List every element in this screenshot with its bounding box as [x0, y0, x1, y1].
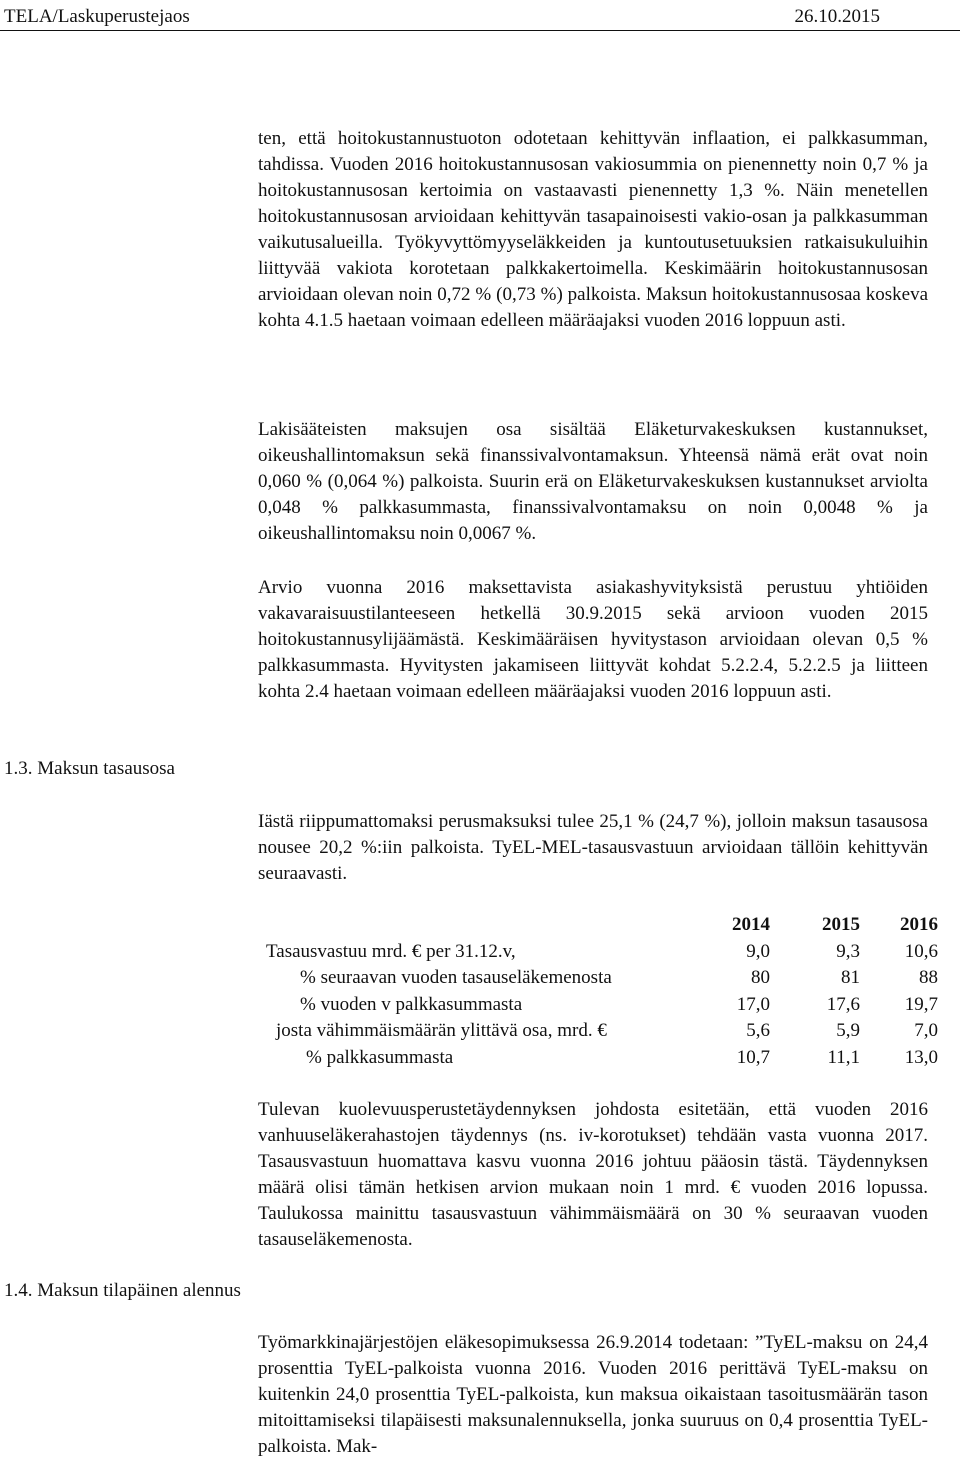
table-row [258, 992, 938, 1019]
table-cell: 9,0 [746, 940, 770, 962]
table-row-label: % seuraavan vuoden tasauseläkemenosta [300, 967, 612, 988]
table-header-row [258, 912, 938, 939]
header-date: 26.10.2015 [794, 6, 880, 27]
table-cell: 10,6 [904, 940, 938, 962]
table-cell: 5,6 [746, 1020, 770, 1041]
table-row [258, 1045, 938, 1072]
section-heading-tilapainen-alennus: 1.4. Maksun tilapäinen alennus [4, 1280, 241, 1301]
table-row [258, 1018, 938, 1045]
paragraph-kuolevuusperuste: Tulevan kuolevuusperustetäydennyksen johdosta esitetään, että vuoden 2016 vanhuuseläkerahastojen täydennys (ns. iv-korotukset) tehdään vasta vuonna 2017. Tasausvastuun huomattava kasvu vuonna 2016 johtuu pääosin tästä. Täydennyksen määrä olisi tämän hetkisen arvion mukaan noin 1 mrd. € vuoden 2016 lopussa. Taulukossa mainittu tasausvastuun vähimmäismäärä on 30 % seuraavan vuoden tasauseläkemenosta. [258, 1099, 928, 1250]
table-cell: 5,9 [836, 1020, 860, 1041]
tasausvastuu-table [258, 912, 938, 1071]
section-heading-tasausosa: 1.3. Maksun tasausosa [4, 758, 175, 779]
paragraph-lakisaateiset-maksut: Lakisääteisten maksujen osa sisältää Eläketurvakeskuksen kustannukset, oikeushallintomaksun sekä finanssivalvontamaksun. Yhteensä nämä erät ovat noin 0,060 % (0,064 %) palkoista. Suurin erä on Eläketurvakeskuksen kustannukset arviolta 0,048 % palkkasummasta, finanssivalvontamaksu on noin 0,0048 % ja oikeushallintomaksu noin 0,0067 %. [258, 419, 928, 544]
table-row [258, 939, 938, 966]
paragraph-hoitokustannusosa: ten, että hoitokustannustuoton odotetaan kehittyvän inflaation, ei palkkasumman, tahdissa. Vuoden 2016 hoitokustannusosan vakiosummia on pienennetty noin 0,7 % ja hoitokustannusosan kertoimia on vastaavasti pienennetty 1,3 %. Näin menetellen hoitokustannusosan arvioidaan kehittyvän tasapainoisesti vakio-osan ja palkkasumman vaikutusalueilla. Työkyvyttömyyseläkkeiden ja kuntoutusetuuksien ratkaisukuluihin liittyvää vakiota korotetaan palkkakertoimella. Keskimäärin hoitokustannusosan arvioidaan olevan noin 0,72 % (0,73 %) palkoista. Maksun hoitokustannusosaa koskeva kohta 4.1.5 haetaan voimaan edelleen määräajaksi vuoden 2016 loppuun asti. [258, 128, 928, 331]
table-cell: 88 [919, 967, 938, 988]
table-cell: 17,0 [736, 993, 770, 1015]
header-divider [0, 30, 960, 31]
page-header [0, 0, 960, 32]
table-header-empty [258, 912, 680, 939]
table-row-label: % palkkasummasta [306, 1046, 454, 1068]
table-header-year: 2014 [732, 914, 770, 935]
table-header-year: 2015 [822, 914, 860, 935]
table-cell: 17,6 [826, 993, 860, 1015]
paragraph-asiakashyvitykset: Arvio vuonna 2016 maksettavista asiakashyvityksistä perustuu yhtiöiden vakavaraisuustilanteeseen hetkellä 30.9.2015 sekä arvioon vuoden 2015 hoitokustannusylijäämästä. Keskimääräisen hyvitystason arvioidaan olevan 0,5 % palkkasummasta. Hyvitysten jakamiseen liittyvät kohdat 5.2.2.4, 5.2.2.5 ja liitteen kohta 2.4 haetaan voimaan edelleen määräajaksi vuoden 2016 loppuun asti. [258, 577, 928, 702]
table-cell: 81 [841, 967, 860, 988]
table-cell: 80 [751, 967, 770, 988]
table-cell: 19,7 [904, 993, 938, 1015]
table-row-label: josta vähimmäismäärän ylittävä osa, mrd. € [276, 1020, 607, 1041]
table-row [258, 965, 938, 992]
table-cell: 11,1 [827, 1046, 860, 1068]
table-cell: 13,0 [904, 1046, 938, 1068]
table-cell: 10,7 [736, 1046, 770, 1068]
paragraph-tilapainen-alennus: Työmarkkinajärjestöjen eläkesopimuksessa 26.9.2014 todetaan: ”TyEL-maksu on 24,4 prosenttia TyEL-palkoista vuonna 2016. Vuoden 2016 perittävä TyEL-maksu on kuitenkin 24,0 prosenttia TyEL-palkoista, kun maksua oikaistaan tasoitusmäärän tason mitoittamiseksi tilapäisesti maksunalennuksella, jonka suuruus on 0,4 prosenttia TyEL-palkoista. Mak- [258, 1332, 928, 1457]
table-row-label: % vuoden v palkkasummasta [300, 993, 523, 1015]
table-cell: 9,3 [836, 940, 860, 962]
table-cell: 7,0 [914, 1020, 938, 1041]
table-header-year: 2016 [900, 914, 938, 935]
table-row-label: Tasausvastuu mrd. € per 31.12.v, [266, 940, 516, 962]
header-document-name: TELA/Laskuperustejaos [4, 6, 190, 27]
paragraph-tasausosa: Iästä riippumattomaksi perusmaksuksi tulee 25,1 % (24,7 %), jolloin maksun tasausosa nousee 20,2 %:iin palkoista. TyEL-MEL-tasausvastuun arvioidaan tällöin kehittyvän seuraavasti. [258, 811, 928, 884]
